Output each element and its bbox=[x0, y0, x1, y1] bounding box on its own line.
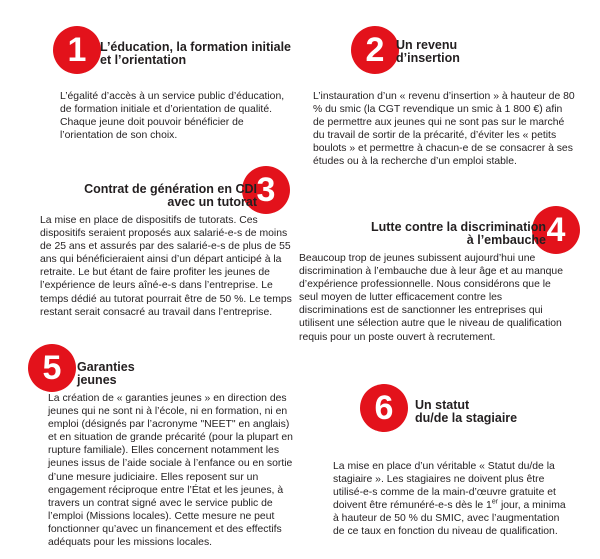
section-6-body: La mise en place d’un véritable « Statut du/de la stagiaire ». Les stagiaires ne doivent plus être utilisé-e-s comme de la main-d’œuvre gratuite et doivent être rémunéré-e-s dès le 1er jour, a minima à hauteur de 50 % du SMIC, avec l’augmentation de ce taux en fonction du niveau de qualification. bbox=[333, 461, 566, 538]
number-badge-2: 2 bbox=[351, 26, 399, 74]
section-3-body: La mise en place de dispositifs de tutorats. Ces dispositifs seraient proposés aux salarié-e-s de moins de 25 ans et assurés par des salarié-e-s de plus de 55 ans qui bénéficieraient ainsi d’un départ anticipé à la retraite. Le but étant de faire profiter les jeunes de l’expérience de leurs aîné-e-s dans l’entreprise. Le temps dédié au tutorat pourrait être de 50 %. Le temps restant serait consacré au travail dans l’entreprise. bbox=[40, 215, 292, 318]
section-4-title: Lutte contre la discrimination à l’embauche bbox=[370, 220, 546, 247]
section-4-body: Beaucoup trop de jeunes subissent aujourd’hui une discrimination à l’embauche due à leur âge et au manque d’expérience professionnelle. Nous considérons que le seul moyen de lutter efficacement contre les discriminations est de sanctionner les entreprises qui utilisent une sélection autre que le niveau de qualification requis pour un poste ouvert à recrutement. bbox=[299, 253, 563, 343]
number-badge-3: 3 bbox=[242, 166, 290, 214]
number-badge-6: 6 bbox=[360, 384, 408, 432]
section-1-title: L’éducation, la formation initiale et l’orientation bbox=[100, 40, 291, 67]
number-badge-4: 4 bbox=[532, 206, 580, 254]
section-5-body: La création de « garanties jeunes » en direction des jeunes qui ne sont ni à l’école, ni en formation, ni en emploi (désignés par l’acronyme "NEET" en anglais) et en situation de grande précarité (pour la plupart en rupture familiale). Elles concernent notamment les jeunes issus de l’aide sociale à l’enfance ou en sortie d’une mesure judiciaire. Elles reposent sur un engagement réciproque entre l’État et les jeunes, à travers un contrat signé avec le service public de l’emploi (Missions locales). Cette mesure ne peut fonctionner qu’avec un financement et des effectifs adéquats pour les missions locales. bbox=[48, 393, 293, 549]
number-badge-1: 1 bbox=[53, 26, 101, 74]
section-2-body: L’instauration d’un « revenu d’insertion » à hauteur de 80 % du smic (la CGT revendique un smic à 1 800 €) afin de permettre aux jeunes qui ne sont pas sur le marché du travail de sortir de la précarité, d’éviter les « petits boulots » et permettre à chacun-e de se consacrer à ses études ou à la recherche d’un emploi stable. bbox=[313, 91, 575, 168]
number-badge-5: 5 bbox=[28, 344, 76, 392]
section-6-title: Un statut du/de la stagiaire bbox=[415, 398, 518, 425]
section-1-body: L’égalité d’accès à un service public d’éducation, de formation initiale et d’orientation de qualité. Chaque jeune doit pouvoir bénéficier de l’orientation de son choix. bbox=[60, 91, 285, 142]
section-2-title: Un revenu d’insertion bbox=[396, 38, 460, 65]
section-5-title: Garanties jeunes bbox=[77, 360, 135, 387]
section-3-title: Contrat de génération en CDI avec un tutorat bbox=[84, 182, 257, 209]
